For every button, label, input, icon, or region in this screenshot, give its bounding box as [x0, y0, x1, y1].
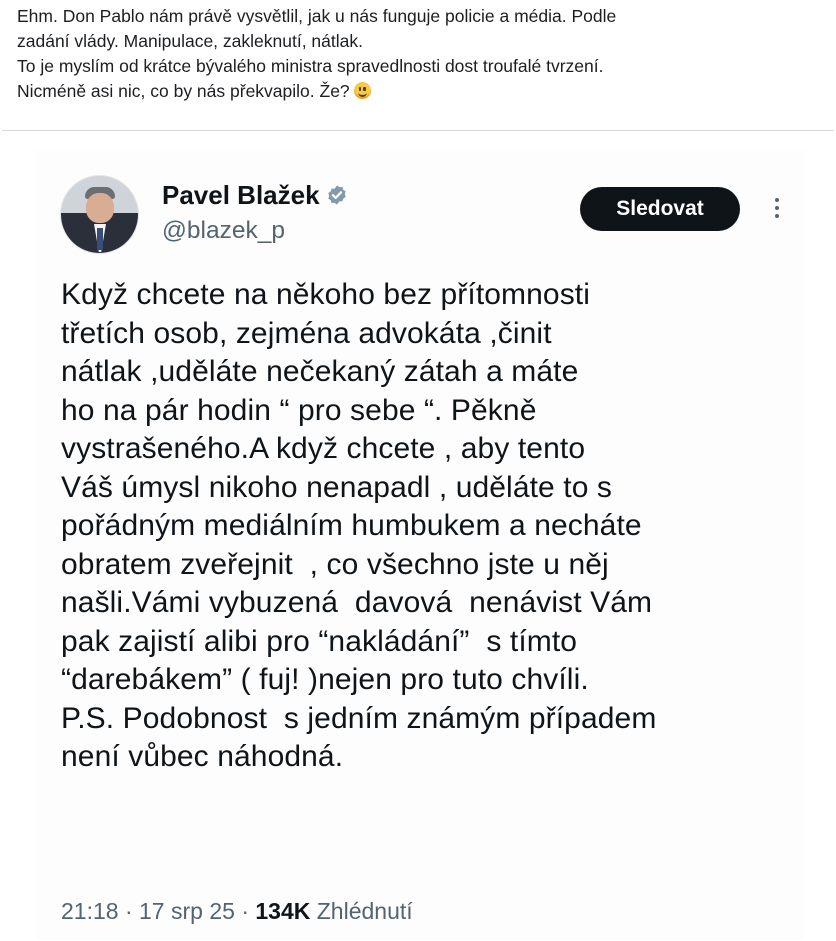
caption-line-2: zadání vlády. Manipulace, zakleknutí, nátlak.: [17, 31, 363, 51]
tweet-text-line: není vůbec náhodná.: [61, 740, 344, 773]
tweet-text-line: nátlak ,uděláte nečekaný zátah a máte: [61, 355, 579, 388]
tweet-text-line: vystrašeného.A když chcete , aby tento: [61, 432, 586, 465]
tweet-text-line: našli.Vámi vybuzená davová nenávist Vám: [61, 586, 653, 619]
tweet-text-line: pak zajistí alibi pro “nakládání” s tímto: [61, 624, 578, 658]
tweet-meta: [61, 898, 413, 925]
tweet-text-line: Když chcete na někoho bez přítomnosti: [61, 278, 591, 311]
caption-line-3: To je myslím od krátce bývalého ministra spravedlnosti dost troufalé tvrzení.: [17, 56, 604, 76]
tweet-text-line: Váš úmysl nikoho nenapadl , uděláte to s: [61, 470, 613, 504]
tweet-body: [61, 276, 811, 777]
meta-separator: ·: [241, 898, 249, 924]
author-name-text: Pavel Blažek: [162, 180, 320, 210]
tweet-author-handle[interactable]: @blazek_p: [162, 217, 285, 244]
meta-separator: ·: [124, 898, 133, 924]
post-caption: [17, 4, 822, 104]
tweet-time[interactable]: 21:18: [61, 898, 119, 924]
caption-line-4: [17, 79, 822, 104]
tweet-text-line: obratem zveřejnit , co všechno jste u něj: [61, 547, 609, 581]
tweet-date[interactable]: 17 srp 25: [139, 898, 235, 924]
tweet-text-line: P.S. Podobnost s jedním známým případem: [61, 701, 657, 735]
verified-badge-icon: [326, 184, 348, 206]
smiling-face-emoji-icon: [354, 82, 371, 99]
tweet-text-line: pořádným mediálním humbukem a necháte: [61, 509, 642, 542]
tweet-text-line: třetích osob, zejména advokáta ,činit: [61, 316, 552, 350]
avatar[interactable]: [60, 175, 139, 254]
tweet-text-line: ho na pár hodin “ pro sebe “. Pěkně: [61, 393, 537, 427]
caption-line-1: Ehm. Don Pablo nám právě vysvětlil, jak u nás funguje policie a média. Podle: [17, 6, 617, 26]
follow-button[interactable]: Sledovat: [580, 187, 740, 231]
views-label: Zhlédnutí: [316, 898, 413, 924]
tweet-text-line: “darebákem” ( fuj! )nejen pro tuto chvíli.: [61, 663, 589, 696]
caption-line-4-text: Nicméně asi nic, co by nás překvapilo. Že?: [17, 81, 350, 101]
tweet-author-name[interactable]: [162, 180, 348, 211]
more-options-icon[interactable]: [768, 190, 786, 226]
views-count: 134K: [255, 898, 311, 924]
